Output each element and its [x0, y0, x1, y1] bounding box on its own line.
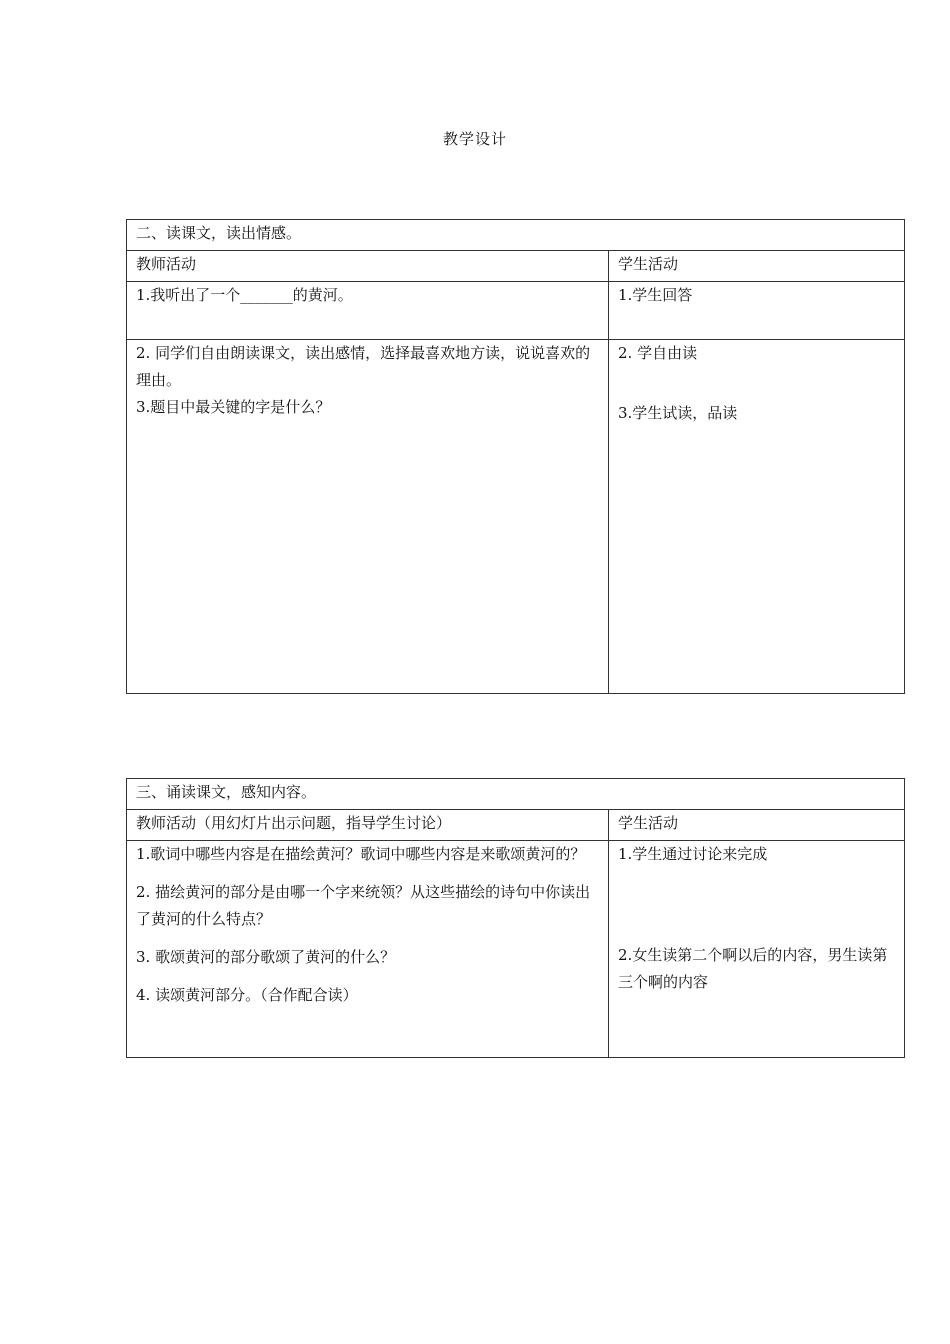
teacher-activity-text: 3.题目中最关键的字是什么？ [136, 398, 331, 416]
teacher-activity-text: 3. 歌颂黄河的部分歌颂了黄河的什么？ [136, 948, 396, 966]
teacher-activity-text: 1.歌词中哪些内容是在描绘黄河？歌词中哪些内容是来歌颂黄河的？ [136, 845, 586, 863]
student-activity-text: 2.女生读第二个啊以后的内容，男生读第三个啊的内容 [618, 946, 888, 991]
section2-student-header: 学生活动 [618, 255, 679, 273]
section2-header-row [127, 250, 904, 281]
student-activity-cell [609, 340, 904, 693]
student-activity-text: 3.学生试读，品读 [618, 404, 738, 422]
table-row [127, 281, 904, 339]
student-activity-text: 1.学生回答 [618, 286, 693, 304]
section2-heading-row [127, 220, 904, 250]
teacher-activity-cell [127, 340, 609, 693]
section3-heading: 三、诵读课文，感知内容。 [136, 783, 317, 801]
teacher-activity-text: 4. 读颂黄河部分。（合作配合读） [136, 986, 358, 1004]
section2-heading: 二、读课文，读出情感。 [136, 224, 302, 242]
teacher-activity-text: 2. 描绘黄河的部分是由哪一个字来统领？从这些描绘的诗句中你读出了黄河的什么特点？ [136, 883, 591, 928]
teacher-activity-cell [127, 841, 609, 1057]
section3-heading-row [127, 779, 904, 809]
table-row [127, 840, 904, 1057]
section3-header-row [127, 809, 904, 840]
page-title: 教学设计 [442, 130, 507, 148]
table-row [127, 339, 904, 693]
teacher-activity-cell [127, 282, 609, 339]
section2-table [126, 219, 905, 694]
student-activity-text: 2. 学自由读 [618, 344, 698, 362]
teacher-activity-text: 1.我听出了一个_______的黄河。 [136, 286, 353, 304]
student-activity-text: 1.学生通过讨论来完成 [618, 845, 768, 863]
section2-teacher-header: 教师活动 [127, 251, 609, 281]
student-activity-cell [609, 841, 904, 1057]
section3-table [126, 778, 905, 1058]
section3-student-header: 学生活动 [618, 814, 679, 832]
section3-teacher-header: 教师活动（用幻灯片出示问题，指导学生讨论） [127, 810, 609, 840]
teacher-activity-text: 2. 同学们自由朗读课文，读出感情，选择最喜欢地方读，说说喜欢的理由。 [136, 344, 591, 389]
student-activity-cell [609, 282, 904, 339]
